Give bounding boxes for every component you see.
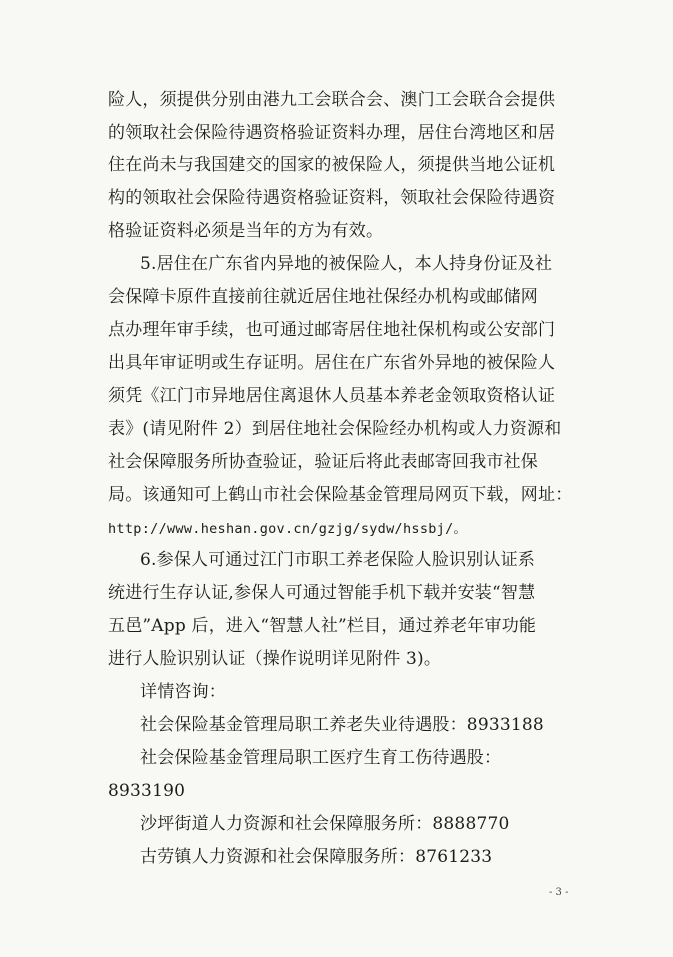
contact-line: 古劳镇人力资源和社会保障服务所：8761233 [140,847,493,867]
contacts-heading: 详情咨询： [140,682,226,702]
paragraph-line: 构的领取社会保险待遇资格验证资料，领取社会保险待遇资 [108,188,556,208]
paragraph-line: 住在尚未与我国建交的国家的被保险人，须提供当地公证机 [108,155,556,175]
contact-line: 沙坪街道人力资源和社会保障服务所：8888770 [140,814,510,834]
item5-line: 须凭《江门市异地居住离退休人员基本养老金领取资格认证 [108,386,556,406]
contact-line: 社会保险基金管理局职工养老失业待遇股：8933188 [140,715,544,735]
paragraph-line: 格验证资料必须是当年的方为有效。 [108,221,384,241]
item5-line: 出具年审证明或生存证明。居住在广东省外异地的被保险人 [108,353,556,373]
item5-line: 社会保障服务所协查验证，验证后将此表邮寄回我市社保 [108,452,538,472]
item5-line: 局。该通知可上鹤山市社会保险基金管理局网页下载，网址： [108,485,573,505]
page-number: - 3 - [549,887,569,898]
item5-line: 5.居住在广东省内异地的被保险人，本人持身份证及社 [140,254,553,274]
item6-line: 统进行生存认证,参保人可通过智能手机下载并安装“智慧 [108,583,536,603]
item5-line: 会保障卡原件直接前往就近居住地社保经办机构或邮储网 [108,287,538,307]
item5-line: 表》(请见附件 2）到居住地社会保险经办机构或人力资源和 [108,419,562,439]
contact-line: 8933190 [108,781,186,801]
item6-line: 五邑”App 后，进入“智慧人社”栏目，通过养老年审功能 [108,616,537,636]
paragraph-line: 险人，须提供分别由港九工会联合会、澳门工会联合会提供 [108,90,556,110]
item6-line: 进行人脸识别认证（操作说明详见附件 3)。 [108,649,442,669]
contact-line: 社会保险基金管理局职工医疗生育工伤待遇股： [140,748,502,768]
item6-line: 6.参保人可通过江门市职工养老保险人脸识别认证系 [140,550,536,570]
item5-line: 点办理年审手续，也可通过邮寄居住地社保机构或公安部门 [108,320,556,340]
paragraph-line: 的领取社会保险待遇资格验证资料办理，居住台湾地区和居 [108,123,556,143]
website-url: http://www.heshan.gov.cn/gzjg/sydw/hssbj/。 [108,521,468,537]
